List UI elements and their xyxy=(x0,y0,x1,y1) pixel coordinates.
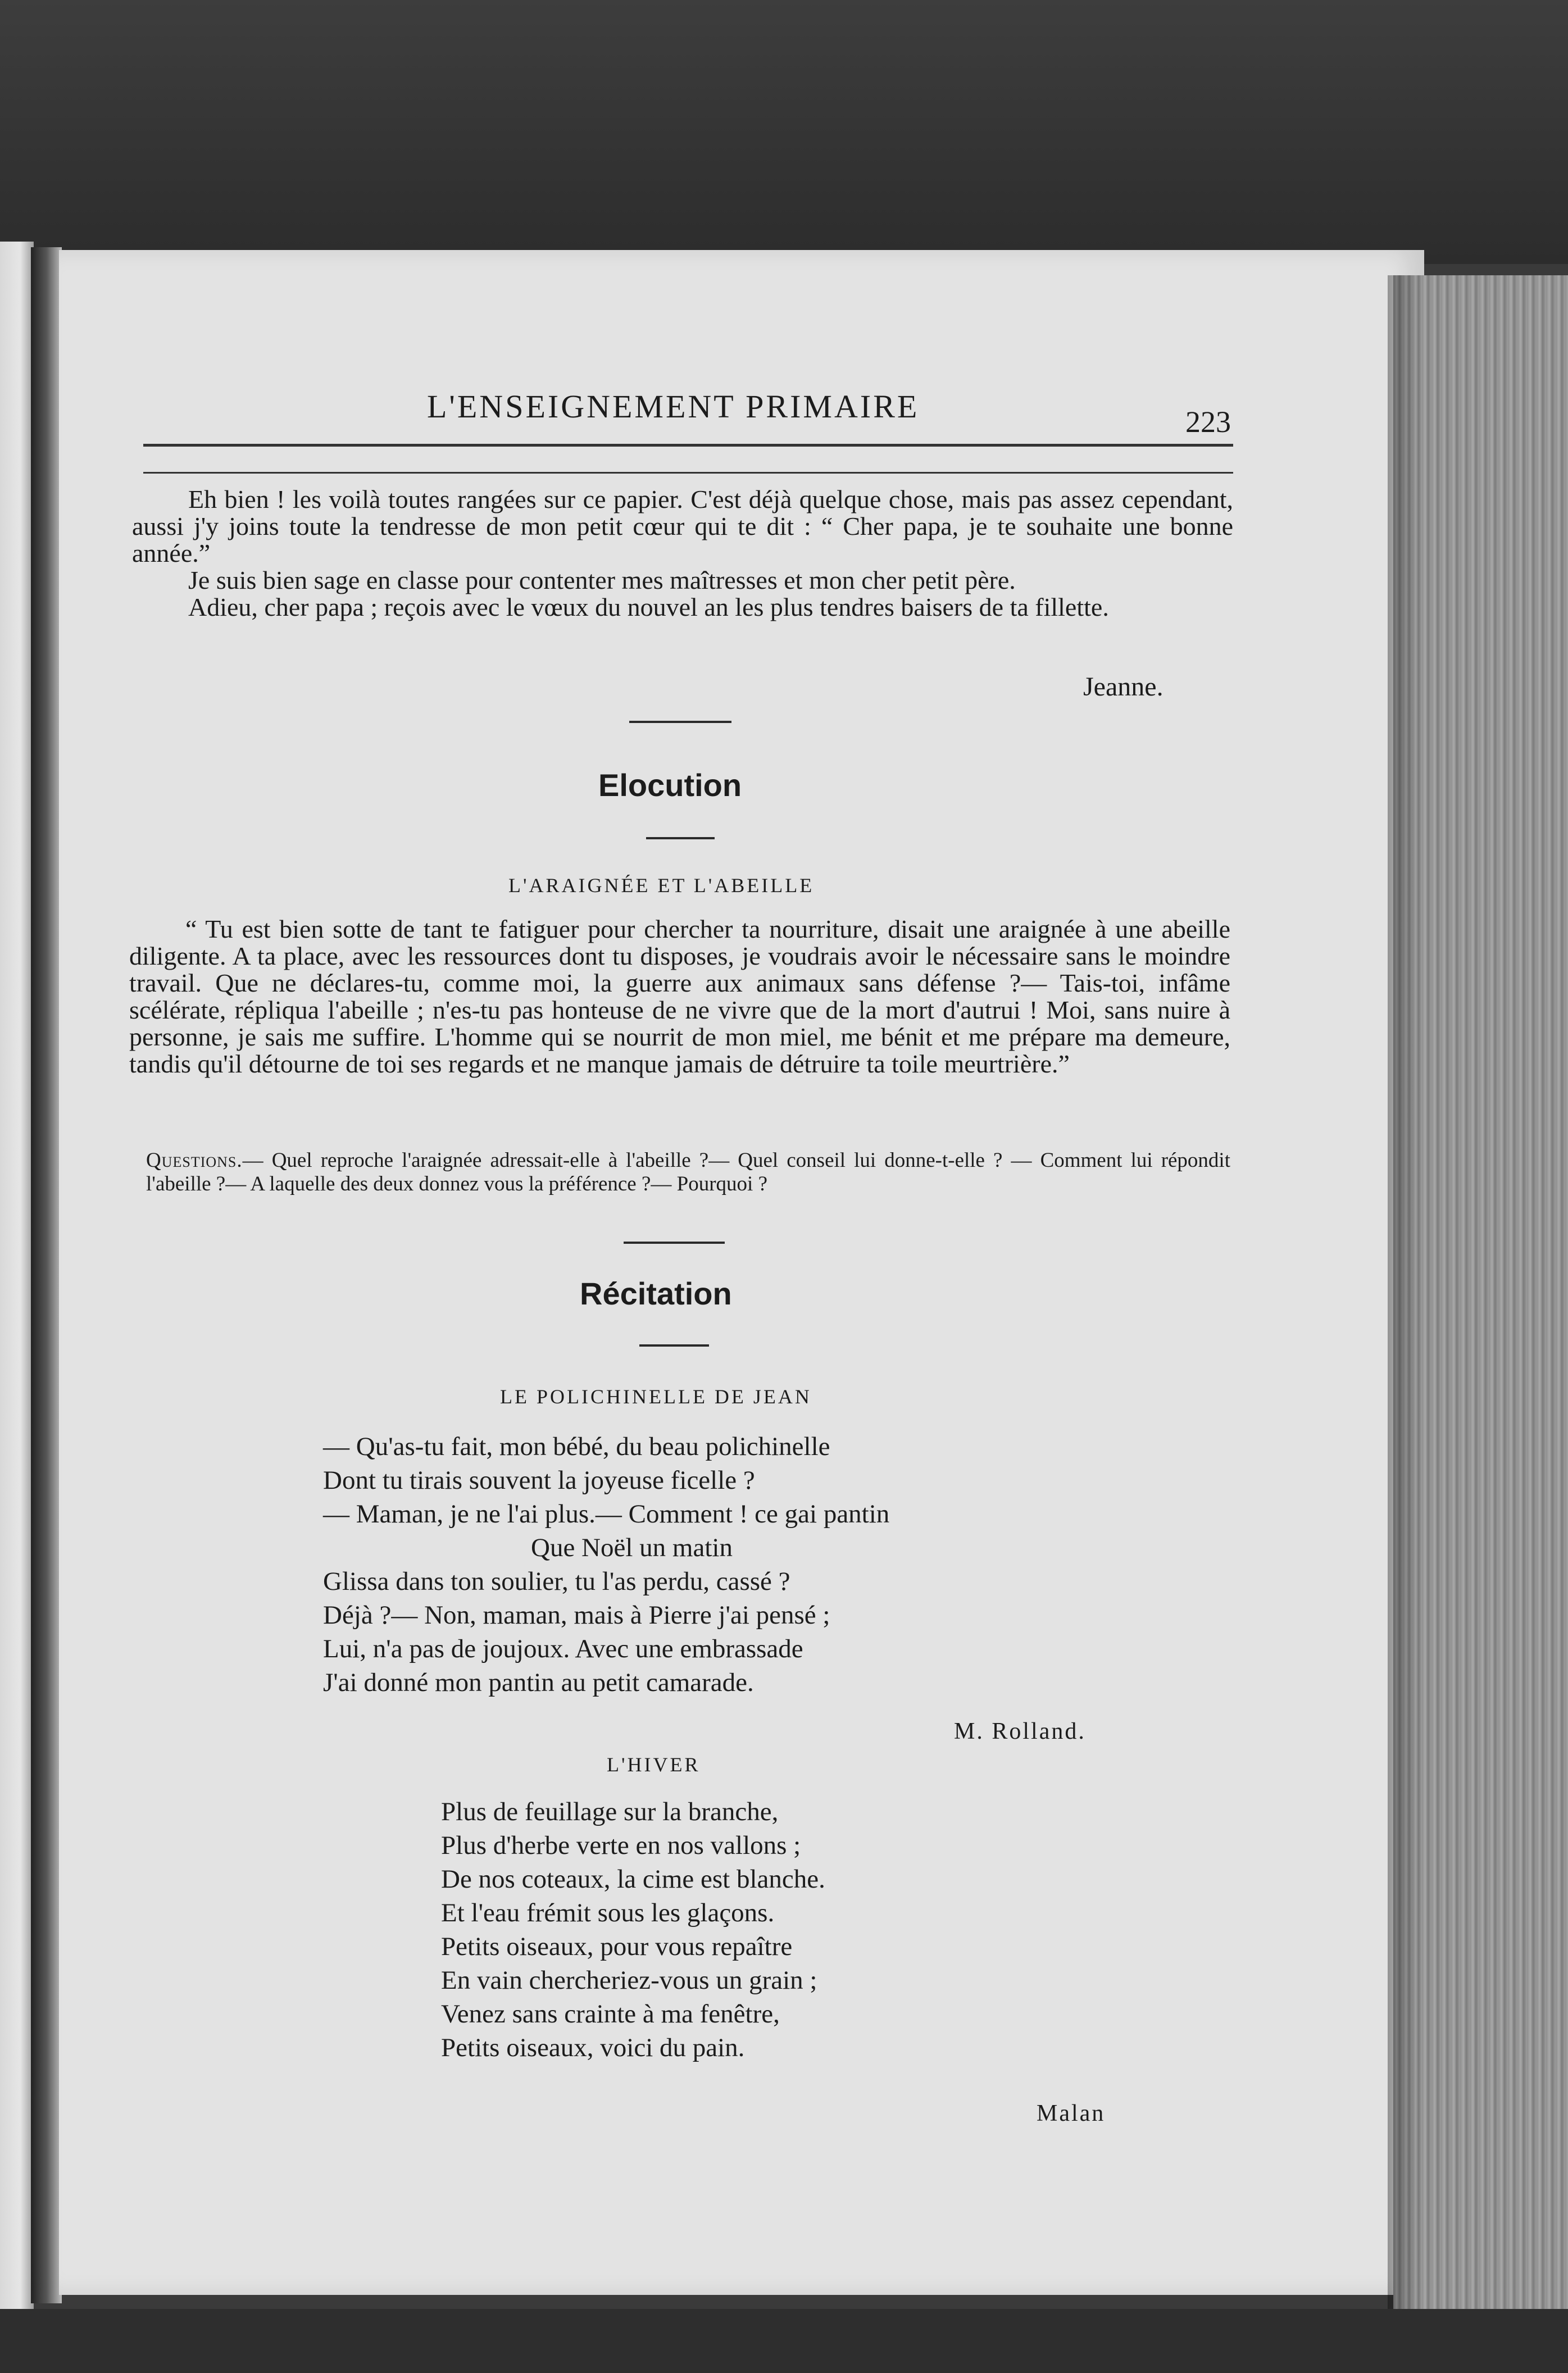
poem-polichinelle xyxy=(323,1430,889,1699)
poem-line: Glissa dans ton soulier, tu l'as perdu, cassé ? xyxy=(323,1567,790,1596)
scan-backdrop xyxy=(0,0,1568,264)
letter-paragraph: Adieu, cher papa ; reçois avec le vœux du nouvel an les plus tendres baisers de ta fillette. xyxy=(188,593,1109,621)
poem-line: J'ai donné mon pantin au petit camarade. xyxy=(323,1668,754,1697)
section-title-recitation: Récitation xyxy=(580,1276,732,1311)
poem-line: Plus d'herbe verte en nos vallons ; xyxy=(441,1831,801,1860)
facing-page-edge xyxy=(0,242,34,2309)
section-divider xyxy=(639,1344,709,1347)
poem-line: — Qu'as-tu fait, mon bébé, du beau polichinelle xyxy=(323,1432,830,1461)
poem-line: Petits oiseaux, pour vous repaître xyxy=(441,1932,793,1961)
poem-author: M. Rolland. xyxy=(954,1719,1086,1744)
letter-signature: Jeanne. xyxy=(1083,672,1163,702)
poem-line: Plus de feuillage sur la branche, xyxy=(441,1797,779,1826)
page-stack-shadow xyxy=(1388,275,1421,2365)
poem-hiver xyxy=(441,1795,825,2065)
section-divider xyxy=(629,721,731,723)
poem-line: Lui, n'a pas de joujoux. Avec une embrassade xyxy=(323,1634,803,1663)
poem-line: Et l'eau frémit sous les glaçons. xyxy=(441,1898,775,1928)
scan-bottom-border xyxy=(0,2309,1568,2373)
page-number: 223 xyxy=(1185,405,1231,439)
fable-title: L'ARAIGNÉE ET L'ABEILLE xyxy=(508,874,815,897)
questions-label: Questions. xyxy=(146,1149,243,1172)
letter-text xyxy=(132,486,1233,621)
poem-line: Petits oiseaux, voici du pain. xyxy=(441,2033,745,2062)
poem-line: — Maman, je ne l'ai plus.— Comment ! ce gai pantin xyxy=(323,1499,890,1529)
section-divider xyxy=(646,837,715,839)
running-title: L'ENSEIGNEMENT PRIMAIRE xyxy=(427,388,920,425)
poem-line: Que Noël un matin xyxy=(531,1533,733,1562)
poem-title: LE POLICHINELLE DE JEAN xyxy=(500,1385,812,1408)
poem-line: Déjà ?— Non, maman, mais à Pierre j'ai pensé ; xyxy=(323,1601,830,1630)
fable-paragraph: “ Tu est bien sotte de tant te fatiguer pour chercher ta nourriture, disait une araignée à une abeille diligente. A ta place, avec les ressources dont tu disposes, je voudrais avoir le nécessaire sans le moindre travail. Que ne déclares-tu, comme moi, la guerre aux animaux sans défense ?— Tais-toi, infâme scélérate, répliqua l'abeille ; n'es-tu pas honteuse de ne vivre que de la mort d'autrui ! Moi, sans nuire à personne, je sais me suffire. L'homme qui se nourrit de mon miel, me bénit et me prépare ma demeure, tandis qu'il détourne de toi ses regards et ne manque jamais de détruire ta toile meurtrière.” xyxy=(129,915,1230,1078)
book-gutter xyxy=(31,247,62,2303)
poem-line: En vain chercheriez-vous un grain ; xyxy=(441,1966,817,1995)
poem-line: Venez sans crainte à ma fenêtre, xyxy=(441,1999,780,2029)
section-title-elocution: Elocution xyxy=(598,767,742,803)
poem-title: L'HIVER xyxy=(607,1753,701,1776)
header-rule xyxy=(143,444,1233,447)
questions-text: — Quel reproche l'araignée adressait-elle à l'abeille ?— Quel conseil lui donne-t-elle ? — Comment lui répondit l'abeille ?— A laquelle des deux donnez vous la préférence ?— Pourquoi ? xyxy=(146,1149,1230,1195)
poem-author: Malan xyxy=(1037,2101,1106,2126)
letter-paragraph: Eh bien ! les voilà toutes rangées sur ce papier. C'est déjà quelque chose, mais pas assez cependant, aussi j'y joins toute la tendresse de mon petit cœur qui te dit : “ Cher papa, je te souhaite une bonne année.” xyxy=(132,485,1233,567)
poem-line: Dont tu tirais souvent la joyeuse ficelle ? xyxy=(323,1466,755,1495)
header-rule-thin xyxy=(143,472,1233,474)
section-divider xyxy=(624,1242,725,1244)
poem-line: De nos coteaux, la cime est blanche. xyxy=(441,1865,825,1894)
questions-block xyxy=(146,1149,1230,1196)
letter-paragraph: Je suis bien sage en classe pour contenter mes maîtresses et mon cher petit père. xyxy=(188,566,1016,594)
fable-text xyxy=(129,916,1230,1078)
